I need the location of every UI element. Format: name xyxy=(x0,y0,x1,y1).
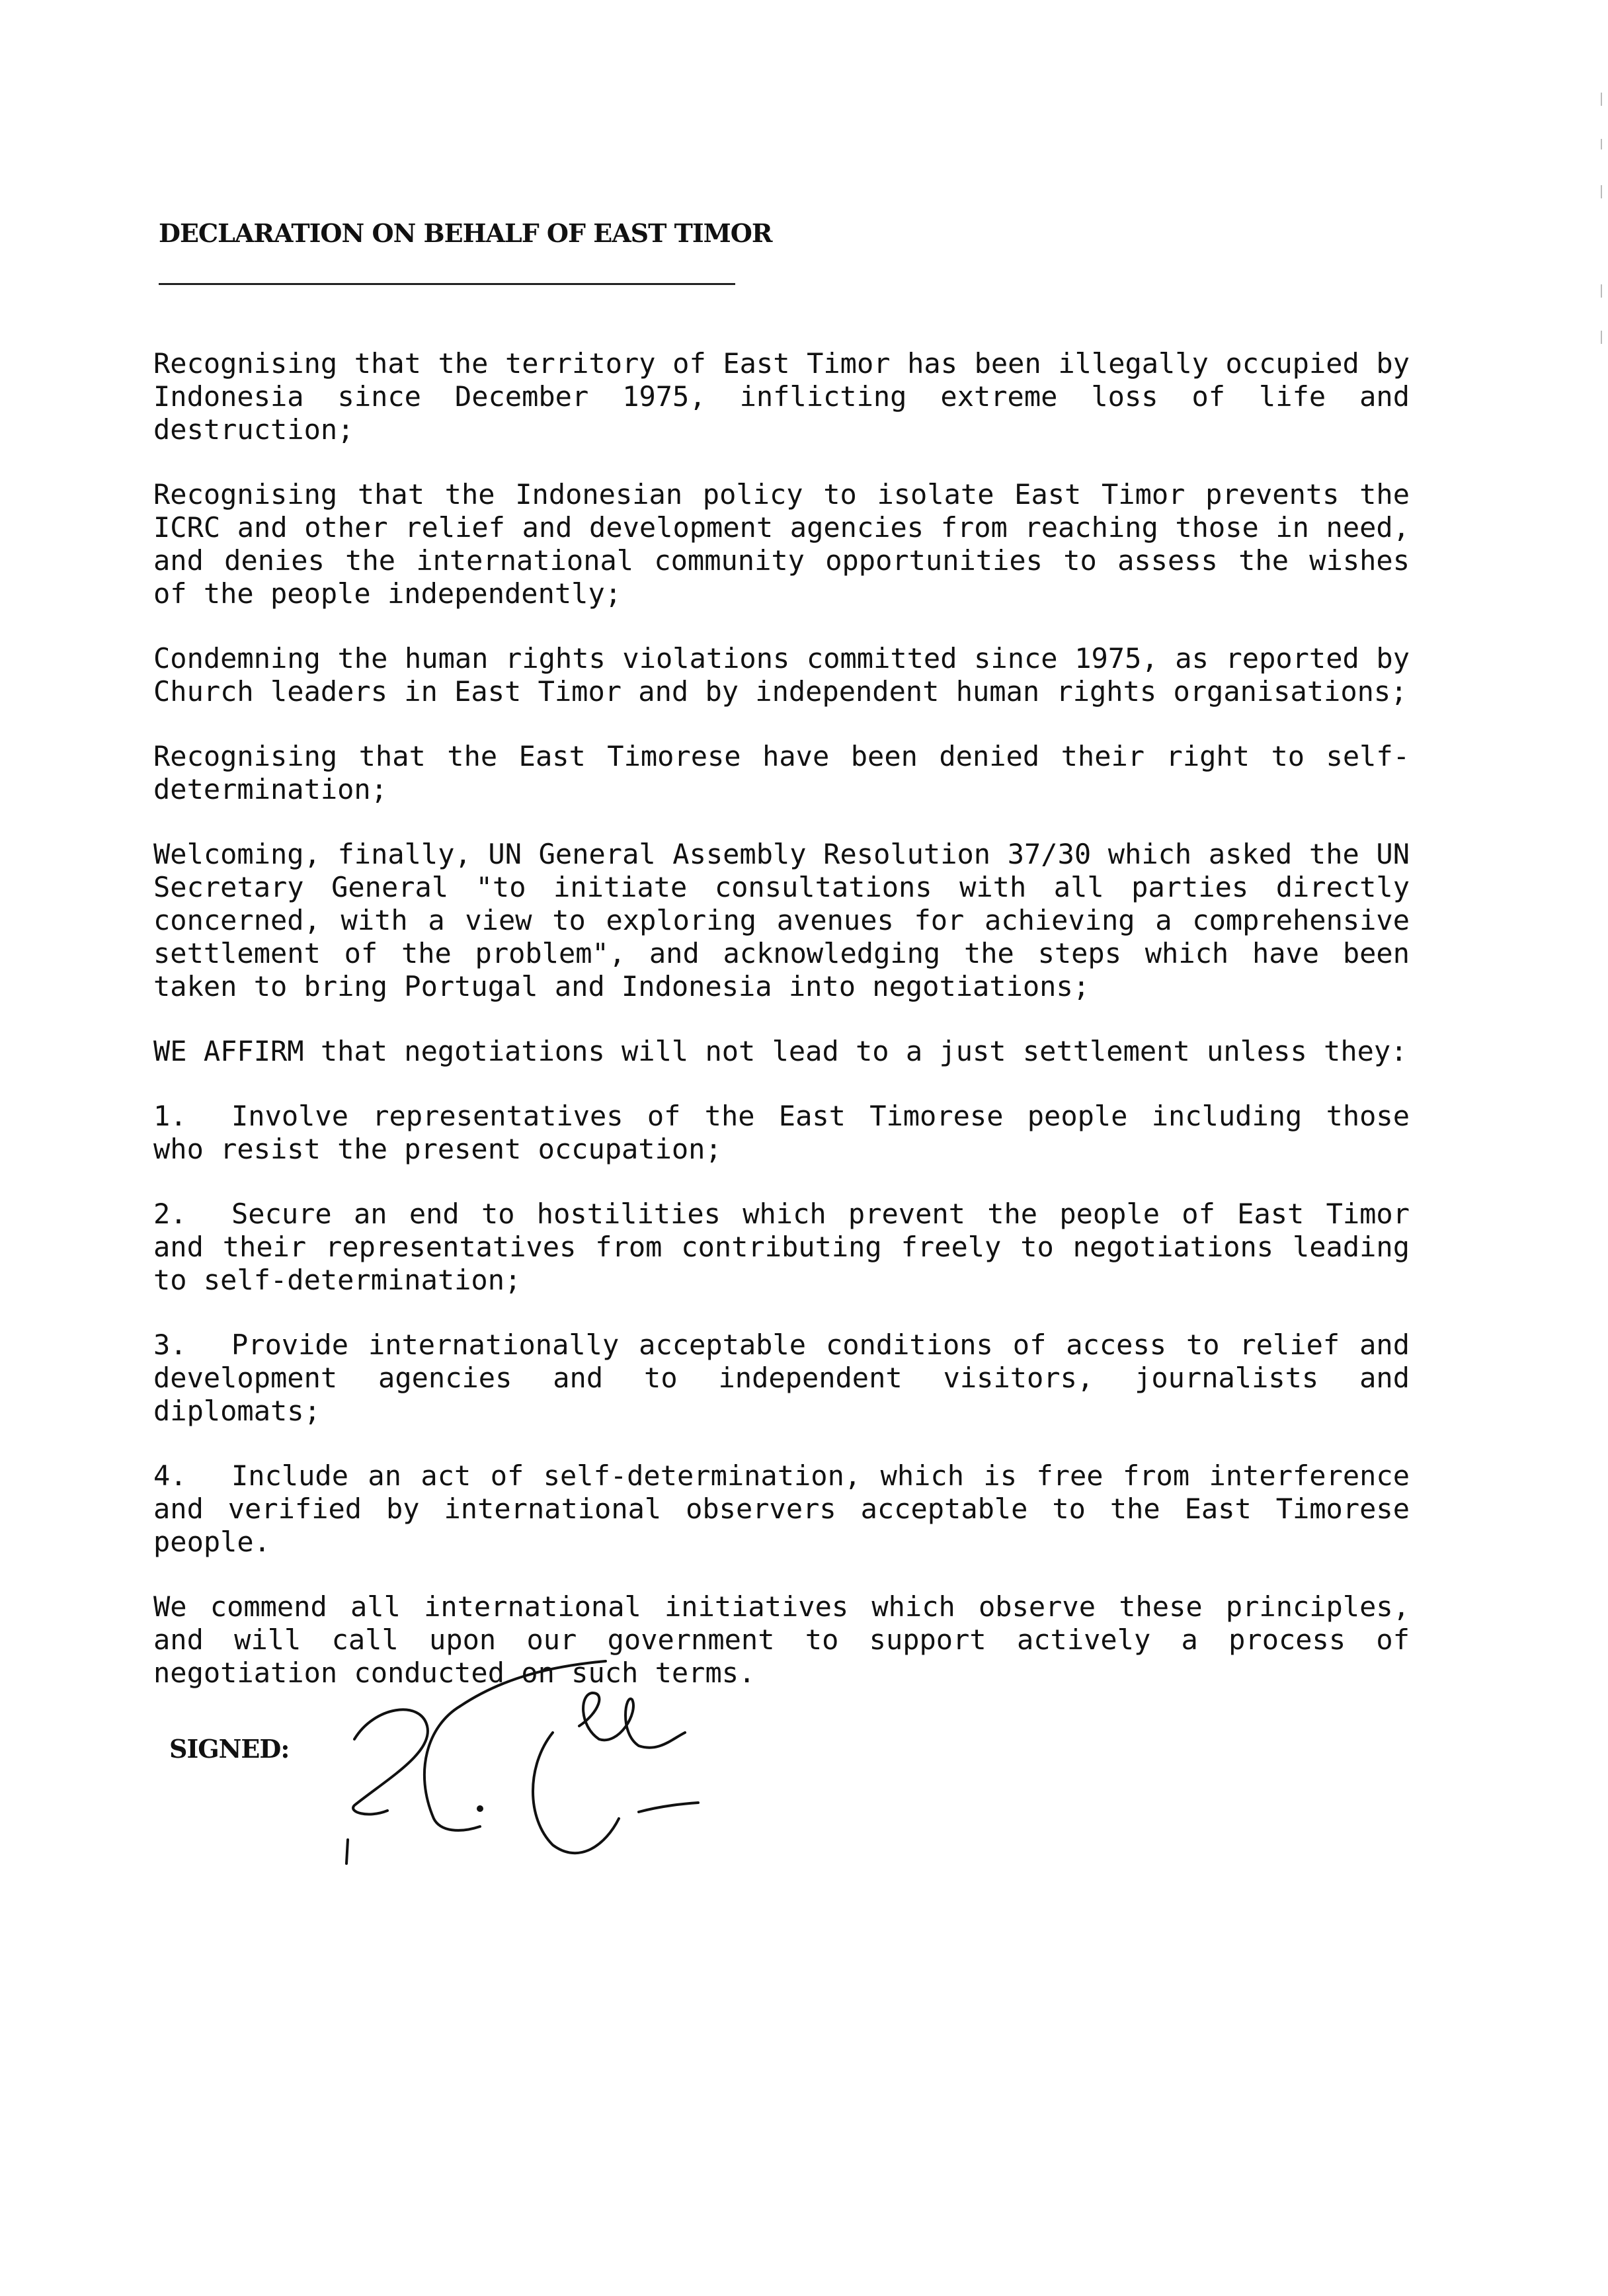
document-title: DECLARATION ON BEHALF OF EAST TIMOR xyxy=(159,218,772,248)
list-item-number: 4. xyxy=(153,1459,187,1492)
list-item-number: 3. xyxy=(153,1329,187,1361)
document-body xyxy=(153,347,1410,1721)
list-item xyxy=(153,1100,1410,1166)
list-item-number: 2. xyxy=(153,1198,187,1230)
list-item-text: Provide internationally acceptable conditions of access to relief and development agencies and to independent visitors, journalists and diplomats; xyxy=(153,1329,1410,1427)
margin-marks xyxy=(1595,86,1608,364)
list-item-text: Secure an end to hostilities which prevent the people of East Timor and their representatives from contributing freely to negotiations leading to self-determination; xyxy=(153,1198,1410,1296)
paragraph-welcoming-resolution: Welcoming, finally, UN General Assembly Resolution 37/30 which asked the UN Secretary General "to initiate consultations with all parties directly concerned, with a view to exploring avenues for achieving a comprehensive settlement of the problem", and acknowledging the steps which have been taken to bring Portugal and Indonesia into negotiations; xyxy=(153,838,1410,1003)
list-item xyxy=(153,1198,1410,1297)
signed-label: SIGNED: xyxy=(169,1734,290,1764)
paragraph-closing: We commend all international initiatives which observe these principles, and will call upon our government to support actively a process of negotiation conducted on such terms. xyxy=(153,1590,1410,1689)
paragraph-recognising-self-determination: Recognising that the East Timorese have been denied their right to self-determination; xyxy=(153,740,1410,805)
list-item-text: Involve representatives of the East Timorese people including those who resist the present occupation; xyxy=(153,1100,1410,1165)
handwritten-signature xyxy=(328,1653,830,1891)
signature-block xyxy=(169,1713,963,1885)
paragraph-condemning-violations: Condemning the human rights violations committed since 1975, as reported by Church leaders in East Timor and by independent human rights organisations; xyxy=(153,642,1410,708)
list-item-text: Include an act of self-determination, which is free from interference and verified by international observers acceptable to the East Timorese people. xyxy=(153,1459,1410,1558)
paragraph-recognising-isolation: Recognising that the Indonesian policy to isolate East Timor prevents the ICRC and other relief and development agencies from reaching those in need, and denies the international community opportunities to assess the wishes of the people independently; xyxy=(153,478,1410,610)
list-item-number: 1. xyxy=(153,1100,187,1132)
paragraph-recognising-occupation: Recognising that the territory of East Timor has been illegally occupied by Indonesia since December 1975, inflicting extreme loss of life and destruction; xyxy=(153,347,1410,446)
paragraph-we-affirm: WE AFFIRM that negotiations will not lead to a just settlement unless they: xyxy=(153,1035,1408,1067)
list-item xyxy=(153,1329,1410,1428)
list-item xyxy=(153,1459,1410,1559)
title-underline xyxy=(159,283,735,285)
